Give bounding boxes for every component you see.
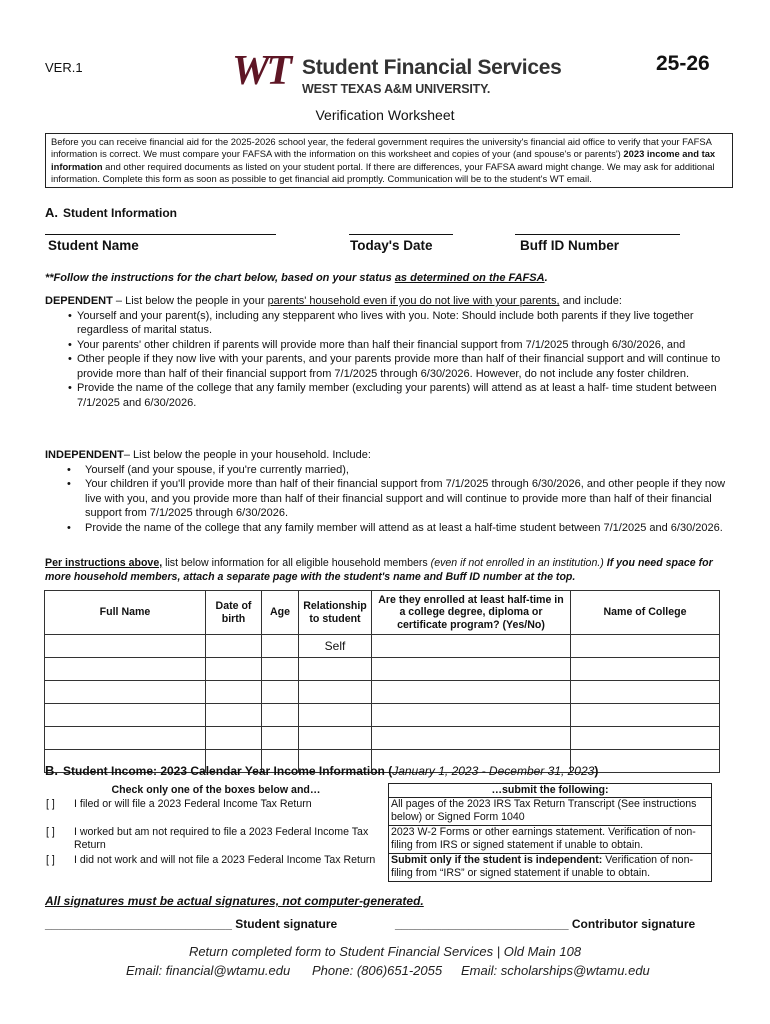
list-item: • Yourself and your parent(s), including any stepparent who lives with you. Note: Should include both parents if they live together regardless of marital status.	[77, 309, 730, 338]
signature-note: All signatures must be actual signatures, not computer-generated.	[45, 894, 424, 908]
buff-id-label: Buff ID Number	[520, 238, 619, 253]
table-cell[interactable]	[262, 635, 299, 658]
follow-instructions	[45, 272, 548, 284]
section-b-title: Student Income: 2023 Calendar Year Income Information (	[63, 764, 393, 778]
dependent-block	[45, 294, 730, 410]
table-cell[interactable]	[262, 727, 299, 750]
table-cell[interactable]	[45, 681, 206, 704]
table-row	[45, 635, 720, 658]
table-cell[interactable]	[571, 681, 720, 704]
table-cell[interactable]	[206, 658, 262, 681]
income-left-header: Check only one of the boxes below and…	[44, 784, 389, 798]
contributor-signature[interactable]	[395, 917, 695, 931]
section-a-letter: A.	[45, 205, 58, 220]
income-submit-2	[389, 826, 712, 854]
student-signature-label: Student signature	[231, 917, 338, 931]
income-right-header: …submit the following:	[389, 784, 712, 798]
table-cell[interactable]	[372, 658, 571, 681]
col-date-of-birth: Date of birth	[206, 591, 262, 635]
income-row	[44, 798, 712, 826]
per-instructions-lead: Per instructions above,	[45, 557, 163, 569]
income-option-1	[44, 798, 389, 826]
award-year: 25-26	[656, 52, 710, 75]
table-cell[interactable]	[372, 681, 571, 704]
intro-text-end: and other required documents as listed on your student portal. If there are differences, your FAFSA award might change. We may ask for additional information. Complete this form as soon as possible to get financial aid promptly. Communication will be to the student's WT email.	[51, 160, 715, 184]
table-cell[interactable]	[299, 681, 372, 704]
logo-title: Student Financial Services	[302, 56, 562, 79]
section-a-heading	[45, 205, 177, 220]
table-cell[interactable]	[262, 704, 299, 727]
income-submit-3	[389, 854, 712, 882]
footer-phone: Phone: (806)651-2055	[312, 963, 443, 978]
version-label: VER.1	[45, 60, 83, 75]
section-b-heading	[45, 763, 598, 778]
checkbox[interactable]: [ ]	[46, 797, 55, 810]
income-table	[44, 783, 712, 882]
list-item: • Other people if they now live with your parents, and your parents provide more than half of their financial support and will continue to provide more than half of their financial support from 7/1/2025 through 6/30/2026. However, do not include any foster children.	[77, 352, 730, 381]
table-row	[45, 727, 720, 750]
dependent-intro-a: – List below the people in your	[112, 295, 268, 307]
logo-subtitle: WEST TEXAS A&M UNIVERSITY.	[302, 82, 491, 96]
list-item: • Your parents' other children if parents will provide more than half their financial support from 7/1/2025 through 6/30/2026, and	[77, 338, 730, 353]
option-label: I did not work and will not file a 2023 Federal Income Tax Return	[74, 853, 376, 866]
contributor-signature-label: Contributor signature	[568, 917, 696, 931]
table-cell[interactable]	[571, 727, 720, 750]
table-cell[interactable]	[45, 727, 206, 750]
submit-text: All pages of the 2023 IRS Tax Return Transcript (See instructions below) or Signed Form 1040	[391, 798, 697, 823]
income-option-2	[44, 826, 389, 854]
wt-logo-mark: WT	[232, 48, 289, 94]
table-cell[interactable]	[571, 704, 720, 727]
table-cell[interactable]	[372, 727, 571, 750]
col-full-name: Full Name	[45, 591, 206, 635]
table-cell[interactable]	[206, 727, 262, 750]
dependent-intro-c: and include:	[559, 295, 622, 307]
self-cell: Self	[299, 635, 372, 658]
dependent-intro-b: parents' household even if you do not live with your parents,	[267, 295, 560, 307]
col-enrolled: Are they enrolled at least half-time in a college degree, diploma or certificate program? (Yes/No)	[372, 591, 571, 635]
table-cell[interactable]	[299, 658, 372, 681]
intro-paragraph	[45, 133, 733, 188]
table-cell[interactable]	[45, 635, 206, 658]
intro-text: Before you can receive financial aid for the 2025-2026 school year, the federal government requires the university's financial aid office to verify that your FAFSA information is correct. We must compare your FAFSA with the information on this worksheet and copies of your (and spouse's or parents')	[51, 136, 712, 160]
page-title: Verification Worksheet	[315, 107, 455, 123]
table-cell[interactable]	[262, 658, 299, 681]
dependent-list	[45, 309, 730, 411]
student-name-line[interactable]	[45, 234, 276, 235]
table-header-row	[45, 591, 720, 635]
table-cell[interactable]	[299, 727, 372, 750]
footer-address: Return completed form to Student Financial Services | Old Main 108	[188, 944, 582, 959]
section-b-letter: B.	[45, 763, 58, 778]
buff-id-line[interactable]	[515, 234, 680, 235]
independent-label: INDEPENDENT	[45, 449, 124, 461]
follow-end: .	[544, 272, 548, 284]
footer-email-scholarships: Email: scholarships@wtamu.edu	[461, 963, 650, 978]
follow-text: **Follow the instructions for the chart below, based on your status	[45, 272, 395, 284]
submit-bold-text: Submit only if the student is independent:	[391, 854, 603, 866]
independent-intro-text: – List below the people in your household. Include:	[123, 449, 371, 461]
student-signature[interactable]	[45, 917, 337, 931]
option-label: I filed or will file a 2023 Federal Income Tax Return	[74, 797, 312, 810]
income-row	[44, 854, 712, 882]
independent-intro	[45, 448, 730, 463]
list-item: • Yourself (and your spouse, if you're currently married),	[85, 463, 730, 478]
independent-list	[45, 463, 730, 536]
table-cell[interactable]	[206, 704, 262, 727]
follow-underlined: as determined on the FAFSA	[394, 272, 545, 284]
col-name-of-college: Name of College	[571, 591, 720, 635]
submit-text: 2023 W-2 Forms or other earnings statement. Verification of non-filing from IRS or signed statement if unable to obtain.	[391, 826, 696, 851]
list-item: • Provide the name of the college that any family member (excluding your parents) will attend as at least a half- time student between 7/1/2025 and 6/30/2026.	[77, 381, 730, 410]
table-cell[interactable]	[299, 704, 372, 727]
independent-block	[45, 448, 730, 535]
table-cell[interactable]	[372, 704, 571, 727]
col-age: Age	[262, 591, 299, 635]
section-b-title-end: )	[594, 764, 599, 778]
income-submit-1	[389, 798, 712, 826]
option-label: I worked but am not required to file a 2023 Federal Income Tax Return	[74, 825, 369, 851]
todays-date-line[interactable]	[349, 234, 453, 235]
submit-text: Verification of non-filing from “IRS” or signed statement if unable to obtain.	[391, 854, 693, 879]
section-a-title: Student Information	[63, 206, 177, 220]
student-signature-line[interactable]: ____________________________	[45, 917, 232, 931]
income-option-3	[44, 854, 389, 882]
student-name-label: Student Name	[48, 238, 139, 253]
household-table	[44, 590, 720, 773]
dependent-intro	[45, 294, 730, 309]
intro-bold-text: 2023 income and tax information	[51, 148, 716, 172]
table-cell[interactable]	[45, 658, 206, 681]
dependent-label: DEPENDENT	[45, 295, 113, 307]
list-item: • Your children if you'll provide more than half of their financial support from 7/1/2025 through 6/30/2026, and other people if they now live with you, and you provide more than half of their financial support and will continue to provide more than half of their financial support from 7/1/2025 through 6/30/2026.	[85, 477, 730, 521]
contributor-signature-line[interactable]: __________________________	[395, 917, 569, 931]
per-instructions	[45, 556, 735, 584]
table-cell[interactable]	[206, 635, 262, 658]
list-item: • Provide the name of the college that any family member will attend as at least a half-time student between 7/1/2025 and 6/30/2026.	[85, 521, 730, 536]
per-instructions-italic: (even if not enrolled in an institution.)	[430, 557, 604, 569]
table-cell[interactable]	[571, 658, 720, 681]
table-cell[interactable]	[206, 681, 262, 704]
income-row	[44, 826, 712, 854]
section-b-dates: January 1, 2023 - December 31, 2023	[392, 764, 595, 778]
col-relationship: Relationship to student	[299, 591, 372, 635]
checkbox[interactable]: [ ]	[46, 825, 55, 838]
checkbox[interactable]: [ ]	[46, 853, 55, 866]
table-cell[interactable]	[571, 635, 720, 658]
income-header-row	[44, 784, 712, 798]
table-cell[interactable]	[372, 635, 571, 658]
table-row	[45, 658, 720, 681]
table-cell[interactable]	[45, 704, 206, 727]
table-cell[interactable]	[262, 681, 299, 704]
table-row	[45, 704, 720, 727]
footer-email-financial: Email: financial@wtamu.edu	[126, 963, 291, 978]
per-instructions-text: list below information for all eligible household members	[162, 557, 431, 569]
todays-date-label: Today's Date	[350, 238, 433, 253]
table-row	[45, 681, 720, 704]
per-instructions-bold: If you need space for more household members, attach a separate page with the student's name and Buff ID number at the top.	[45, 557, 713, 583]
